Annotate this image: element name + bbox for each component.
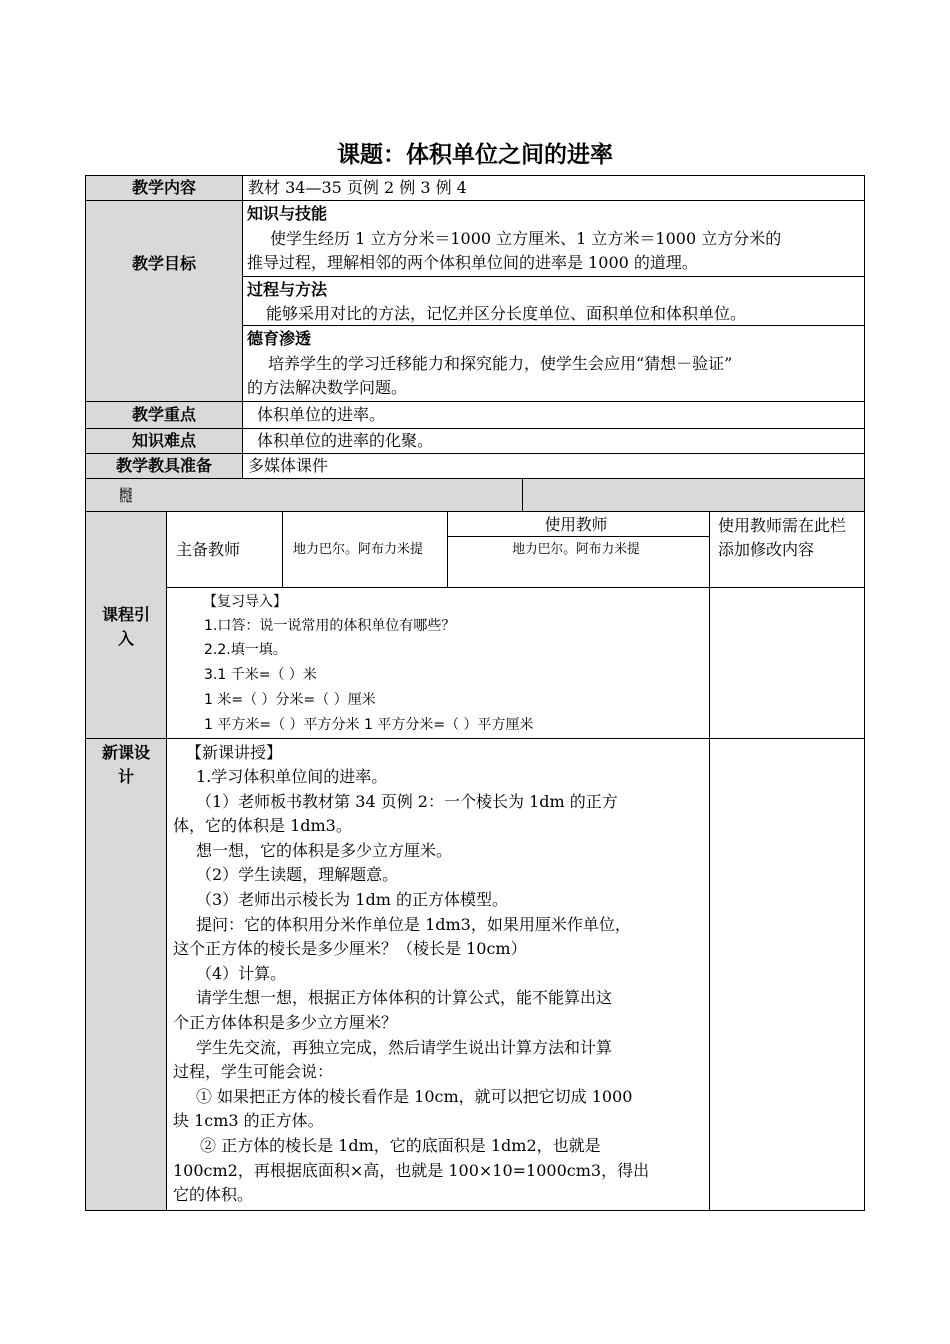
intro-line: 3.1 千米=（ ）米 <box>204 667 317 683</box>
goal-heading-moral: 德育渗透 <box>247 329 312 348</box>
main-teacher-label: 主备教师 <box>176 540 241 559</box>
difficulty-label: 知识难点 <box>131 431 196 450</box>
lesson-line: （2）学生读题，理解题意。 <box>196 865 399 884</box>
intro-line: 【复习导入】 <box>203 594 287 610</box>
goals-label: 教学目标 <box>131 254 196 273</box>
border <box>166 511 167 1211</box>
tools-label: 教学教具准备 <box>115 456 212 475</box>
lesson-line: 100cm2，再根据底面积×高，也就是 100×10=1000cm3，得出 <box>173 1161 650 1180</box>
teacher-note-line: 添加修改内容 <box>718 540 815 559</box>
lesson-line: 提问：它的体积用分米作单位是 1dm3，如果用厘米作单位， <box>196 915 631 934</box>
lesson-line: 【新课讲授】 <box>186 743 283 762</box>
border <box>282 511 283 588</box>
lesson-line: （1）老师板书教材第 34 页例 2：一个棱长为 1dm 的正方 <box>196 792 618 811</box>
border <box>85 1210 865 1211</box>
border <box>709 511 710 1211</box>
intro-line: 1 米=（ ）分米=（ ）厘米 <box>204 692 376 708</box>
lesson-line: 块 1cm3 的正方体。 <box>173 1111 324 1130</box>
lesson-line: 个正方体体积是多少立方厘米？ <box>173 1013 398 1032</box>
lesson-line: 请学生想一想，根据正方体体积的计算公式，能不能算出这 <box>196 988 613 1007</box>
border <box>85 511 865 512</box>
intro-label-line: 入 <box>117 629 134 648</box>
key-value: 体积单位的进率。 <box>257 405 386 424</box>
border <box>85 175 86 1211</box>
lesson-line: 体，它的体积是 1dm3。 <box>173 816 352 835</box>
content-value: 教材 34—35 页例 2 例 3 例 4 <box>248 178 467 197</box>
user-teacher-label: 使用教师 <box>544 515 608 534</box>
lesson-label-line: 新课设 <box>101 743 150 762</box>
border <box>242 175 243 479</box>
border <box>85 738 865 739</box>
border <box>166 587 865 588</box>
process-label: 教学过程 <box>120 486 132 505</box>
lesson-line: 1.学习体积单位间的进率。 <box>196 767 388 786</box>
teacher-note-line: 使用教师需在此栏 <box>718 516 847 535</box>
intro-line: 2.2.填一填。 <box>204 642 287 658</box>
label-cell-goals <box>86 201 242 401</box>
border <box>85 478 865 479</box>
goal-text-line: 的方法解决数学问题。 <box>247 378 408 397</box>
border <box>864 175 865 1211</box>
content-label: 教学内容 <box>131 178 196 197</box>
lesson-line: ② 正方体的棱长是 1dm，它的底面积是 1dm2，也就是 <box>200 1136 601 1155</box>
difficulty-value: 体积单位的进率的化聚。 <box>257 431 434 450</box>
intro-label-line: 课程引 <box>101 605 150 624</box>
key-label: 教学重点 <box>131 405 196 424</box>
main-teacher-name: 地力巴尔。阿布力米提 <box>293 542 424 557</box>
lesson-line: （4）计算。 <box>196 964 287 983</box>
goal-text-line: 推导过程，理解相邻的两个体积单位间的进率是 1000 的道理。 <box>247 253 698 272</box>
border <box>242 276 865 277</box>
intro-line: 1 平方米=（ ）平方分米 1 平方分米=（ ）平方厘米 <box>204 717 534 733</box>
intro-line: 1.口答：说一说常用的体积单位有哪些？ <box>204 618 456 634</box>
goal-text-line: 能够采用对比的方法，记忆并区分长度单位、面积单位和体积单位。 <box>266 304 747 323</box>
lesson-line: 它的体积。 <box>173 1185 254 1204</box>
lesson-line: 过程，学生可能会说： <box>173 1062 334 1081</box>
goal-heading-methods: 过程与方法 <box>247 280 328 299</box>
process-header-row <box>86 479 864 511</box>
border <box>85 200 865 201</box>
goal-text-line: 使学生经历 1 立方分米＝1000 立方厘米、1 立方米＝1000 立方分米的 <box>270 229 782 248</box>
goal-heading-skills: 知识与技能 <box>247 204 328 223</box>
lesson-line: 学生先交流，再独立完成，然后请学生说出计算方法和计算 <box>196 1038 613 1057</box>
border <box>522 478 523 512</box>
tools-value: 多媒体课件 <box>248 456 329 475</box>
lesson-line: 这个正方体的棱长是多少厘米？（棱长是 10cm） <box>173 939 527 958</box>
goal-text-line: 培养学生的学习迁移能力和探究能力，使学生会应用“猜想－验证” <box>268 354 733 373</box>
page-title: 课题：体积单位之间的进率 <box>337 142 613 168</box>
lesson-line: ① 如果把正方体的棱长看作是 10cm，就可以把它切成 1000 <box>196 1087 633 1106</box>
lesson-line: （3）老师出示棱长为 1dm 的正方体模型。 <box>196 890 508 909</box>
user-teacher-name: 地力巴尔。阿布力米提 <box>512 542 640 557</box>
border <box>85 401 865 402</box>
lesson-line: 想一想，它的体积是多少立方厘米。 <box>196 841 453 860</box>
lesson-label-line: 计 <box>117 767 134 786</box>
